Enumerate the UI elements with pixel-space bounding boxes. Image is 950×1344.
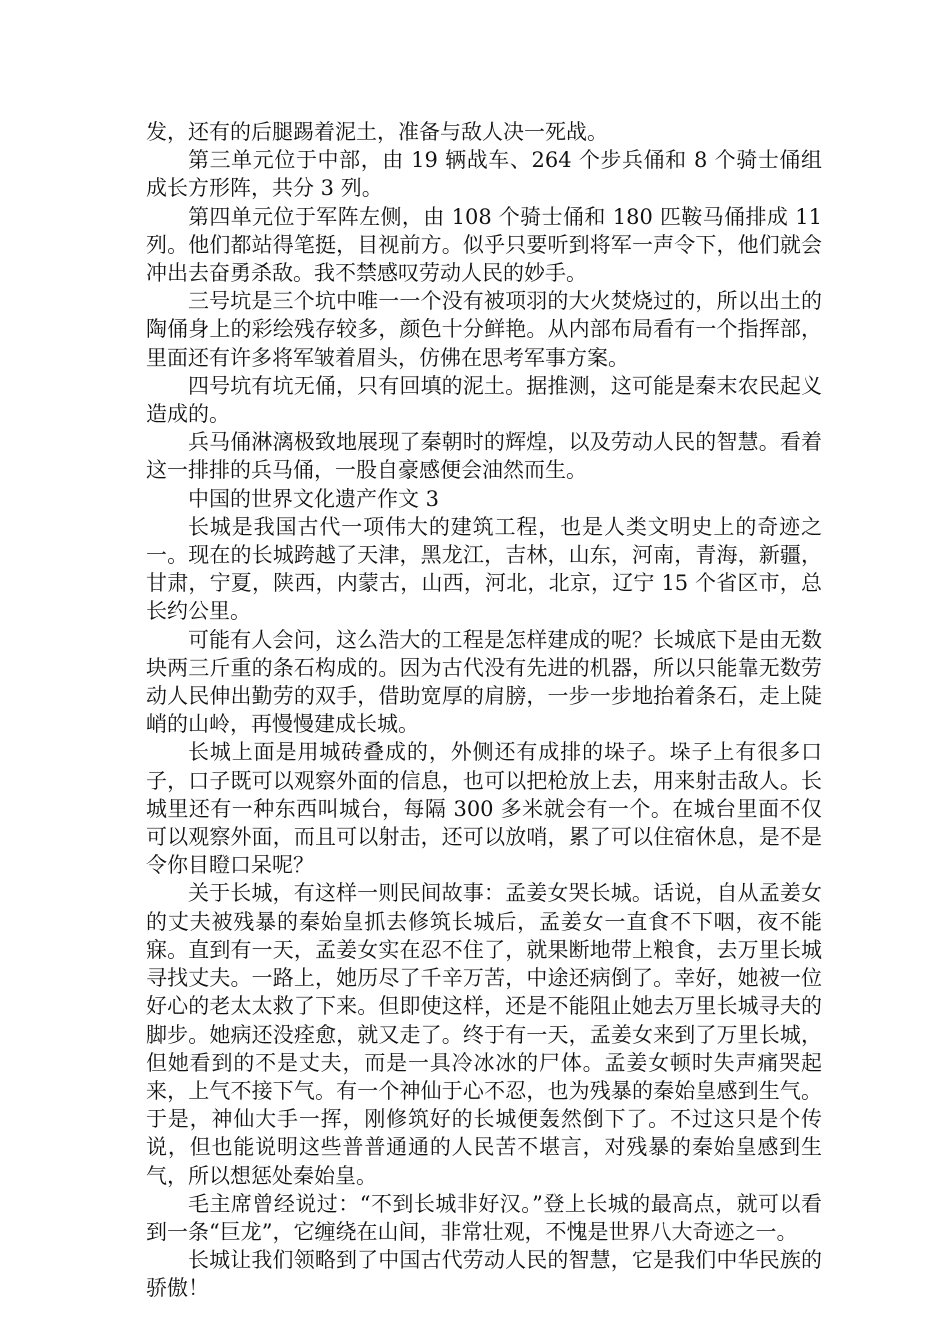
- paragraph-pit-three: 三号坑是三个坑中唯一一个没有被项羽的大火焚烧过的，所以出土的陶俑身上的彩绘残存较多，颜色十分鲜艳。从内部布局看有一个指挥部，里面还有许多将军皱着眉头，仿佛在思考军事方案。: [146, 289, 822, 370]
- paragraph-chairman-mao-quote: 毛主席曾经说过：“不到长城非好汉。”登上长城的最高点，就可以看到一条“巨龙”，它缠绕在山间，非常壮观，不愧是世界八大奇迹之一。: [146, 1191, 822, 1244]
- essay-heading: 中国的世界文化遗产作文 3: [188, 486, 440, 511]
- paragraph-great-wall-construction: 可能有人会问，这么浩大的工程是怎样建成的呢？长城底下是由无数块两三斤重的条石构成的。因为古代没有先进的机器，所以只能靠无数劳动人民伸出勤劳的双手，借助宽厚的肩膀，一步一步地抬着条石，走上陡峭的山岭，再慢慢建成长城。: [146, 627, 822, 737]
- paragraph-unit-four: 第四单元位于军阵左侧，由 108 个骑士俑和 180 匹鞍马俑排成 11 列。他们都站得笔挺，目视前方。似乎只要听到将军一声令下，他们就会冲出去奋勇杀敌。我不禁感叹劳动人民的妙手。: [146, 204, 822, 286]
- paragraph-great-wall-structure: 长城上面是用城砖叠成的，外侧还有成排的垛子。垛子上有很多口子，口子既可以观察外面的信息，也可以把枪放上去，用来射击敌人。长城里还有一种东西叫城台，每隔 300 多米就会有一个。在城台里面不仅可以观察外面，而且可以射击，还可以放哨，累了可以住宿休息，是不是令你目瞪口呆呢？: [146, 740, 822, 878]
- paragraph-pit-four: 四号坑有坑无俑，只有回填的泥土。据推测，这可能是秦末农民起义造成的。: [146, 373, 822, 427]
- paragraph-great-wall-intro: 长城是我国古代一项伟大的建筑工程，也是人类文明史上的奇迹之一。现在的长城跨越了天津，黑龙江，吉林，山东，河南，青海，新疆，甘肃，宁夏，陕西，内蒙古，山西，河北，北京，辽宁 15 个省区市，总长约公里。: [146, 514, 822, 624]
- paragraph-meng-jiangnu-story: 关于长城，有这样一则民间故事：孟姜女哭长城。话说，自从孟姜女的丈夫被残暴的秦始皇抓去修筑长城后，孟姜女一直食不下咽，夜不能寐。直到有一天，孟姜女实在忍不住了，就果断地带上粮食，去万里长城寻找丈夫。一路上，她历尽了千辛万苦，中途还病倒了。幸好，她被一位好心的老太太救了下来。但即使这样，还是不能阻止她去万里长城寻夫的脚步。她病还没痊愈，就又走了。终于有一天，孟姜女来到了万里长城，但她看到的不是丈夫，而是一具冷冰冰的尸体。孟姜女顿时失声痛哭起来，上气不接下气。有一个神仙于心不忍，也为残暴的秦始皇感到生气。于是，神仙大手一挥，刚修筑好的长城便轰然倒下了。不过这只是个传说，但也能说明这些普普通通的人民苦不堪言，对残暴的秦始皇感到生气，所以想惩处秦始皇。: [146, 881, 822, 1188]
- paragraph-unit-three: 第三单元位于中部，由 19 辆战车、264 个步兵俑和 8 个骑士俑组成长方形阵，共分 3 列。: [146, 148, 822, 201]
- paragraph-terracotta-summary: 兵马俑淋漓极致地展现了秦朝时的辉煌，以及劳动人民的智慧。看着这一排排的兵马俑，一股自豪感便会油然而生。: [146, 430, 822, 483]
- paragraph-continued: 发，还有的后腿踢着泥土，准备与敌人决一死战。: [146, 120, 608, 144]
- document-page: [146, 118, 822, 1303]
- paragraph-conclusion: 长城让我们领略到了中国古代劳动人民的智慧，它是我们中华民族的骄傲！: [146, 1248, 822, 1301]
